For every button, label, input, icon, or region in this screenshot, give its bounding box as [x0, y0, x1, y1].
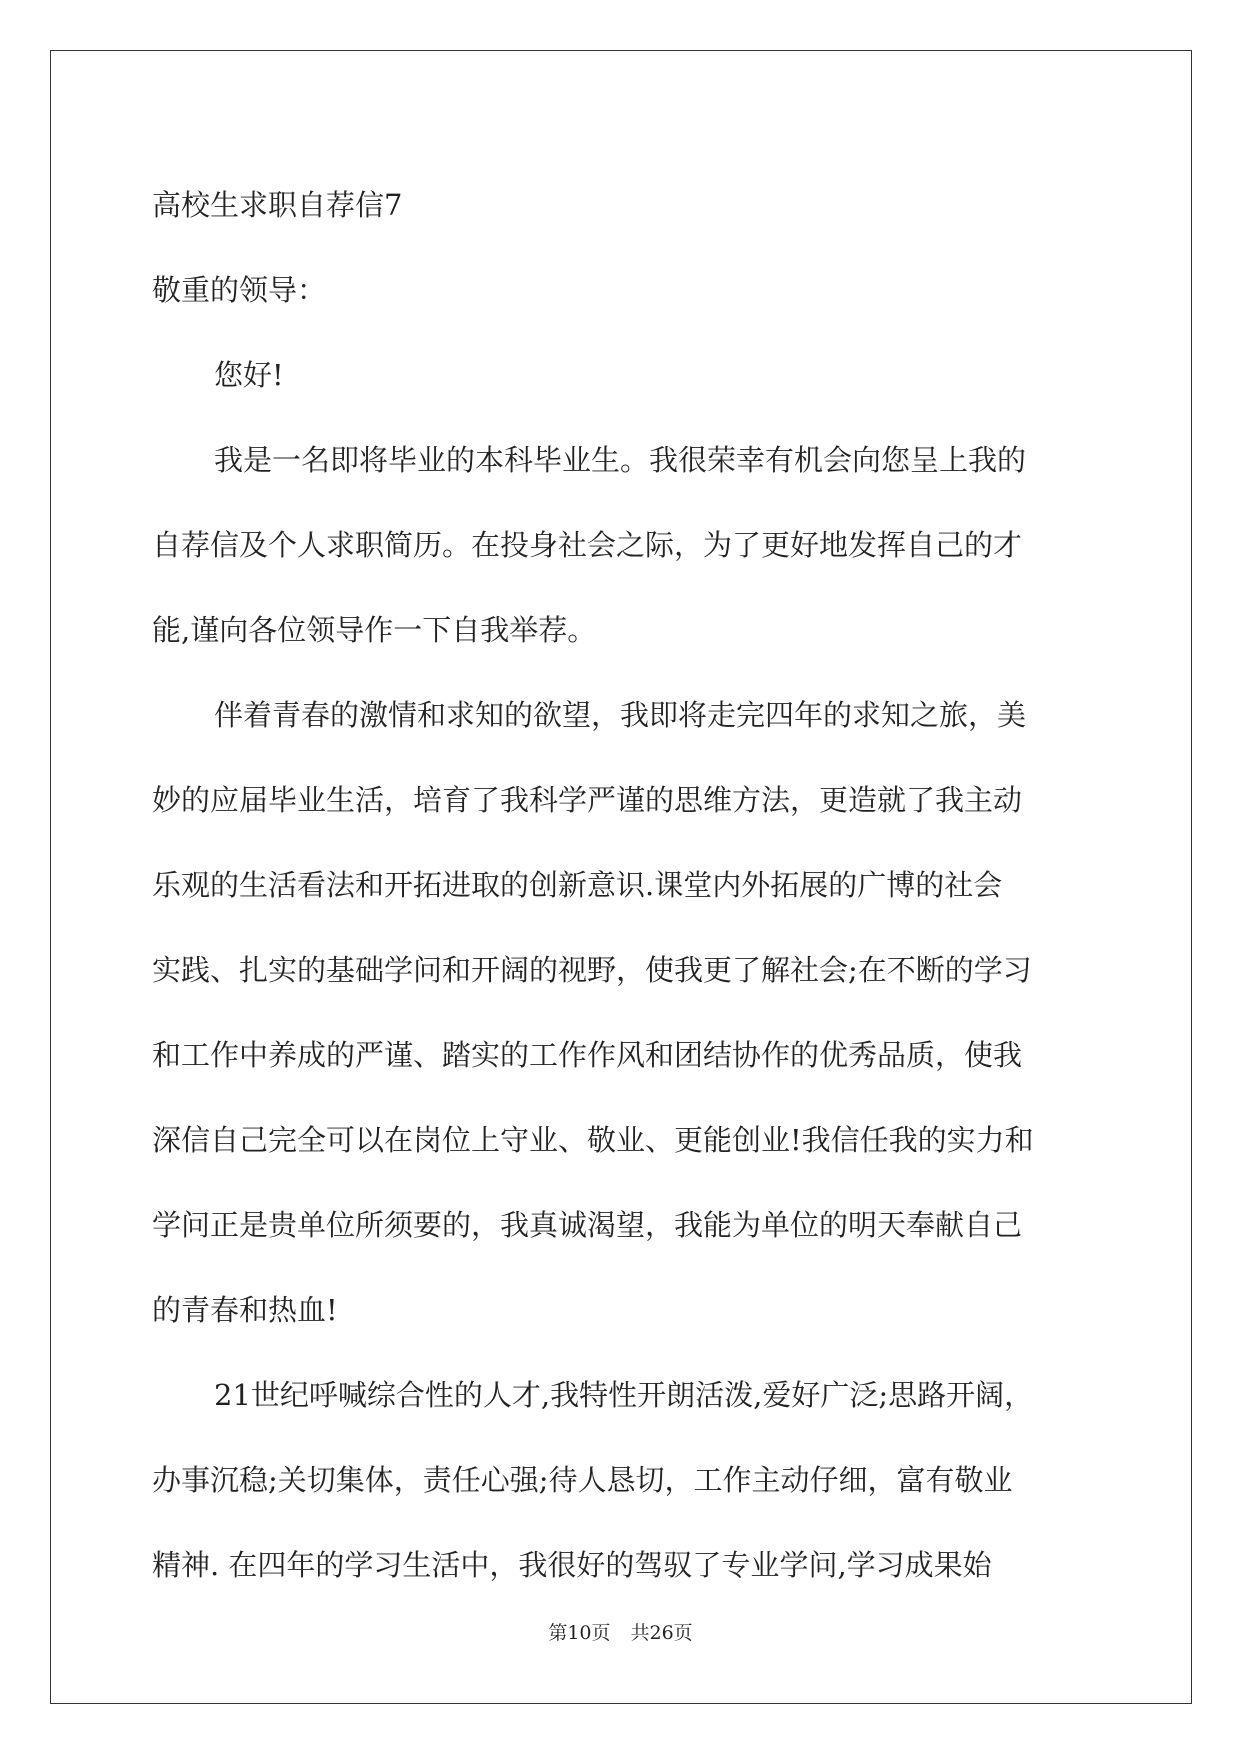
paragraph-personality: [152, 1353, 1092, 1608]
paragraph-line: 的青春和热血!: [152, 1293, 338, 1327]
page-footer: [0, 1618, 1241, 1645]
letter-body: [152, 163, 1092, 1608]
paragraph-line: 实践、扎实的基础学问和开阔的视野，使我更了解社会;在不断的学习: [152, 953, 1032, 987]
paragraph-line: 伴着青春的激情和求知的欲望，我即将走完四年的求知之旅，美: [214, 698, 1027, 732]
paragraph-line: 我是一名即将毕业的本科毕业生。我很荣幸有机会向您呈上我的: [214, 443, 1027, 477]
salutation: 敬重的领导：: [152, 273, 327, 307]
paragraph-line: 精神. 在四年的学习生活中，我很好的驾驭了专业学问,学习成果始: [152, 1548, 992, 1582]
page-number: 第10页: [548, 1622, 611, 1644]
paragraph-line: 自荐信及个人求职简历。在投身社会之际，为了更好地发挥自己的才: [152, 528, 1023, 562]
paragraph-line: 和工作中养成的严谨、踏实的工作作风和团结协作的优秀品质，使我: [152, 1038, 1023, 1072]
greeting: 您好!: [214, 358, 284, 392]
paragraph-intro: [152, 418, 1092, 673]
paragraph-line: 学问正是贵单位所须要的，我真诚渴望，我能为单位的明天奉献自己: [152, 1208, 1023, 1242]
paragraph-line: 21世纪呼喊综合性的人才,我特性开朗活泼,爱好广泛;思路开阔，: [214, 1378, 1034, 1412]
letter-title: 高校生求职自荐信7: [152, 188, 403, 222]
paragraph-line: 妙的应届毕业生活，培育了我科学严谨的思维方法，更造就了我主动: [152, 783, 1023, 817]
paragraph-education: [152, 673, 1092, 1353]
paragraph-line: 能,谨向各位领导作一下自我举荐。: [152, 613, 597, 647]
paragraph-line: 乐观的生活看法和开拓进取的创新意识.课堂内外拓展的广博的社会: [152, 868, 1003, 902]
paragraph-line: 办事沉稳;关切集体，责任心强;待人恳切，工作主动仔细，富有敬业: [152, 1463, 1013, 1497]
paragraph-line: 深信自己完全可以在岗位上守业、敬业、更能创业!我信任我的实力和: [152, 1123, 1034, 1157]
page-total: 共26页: [630, 1622, 693, 1644]
